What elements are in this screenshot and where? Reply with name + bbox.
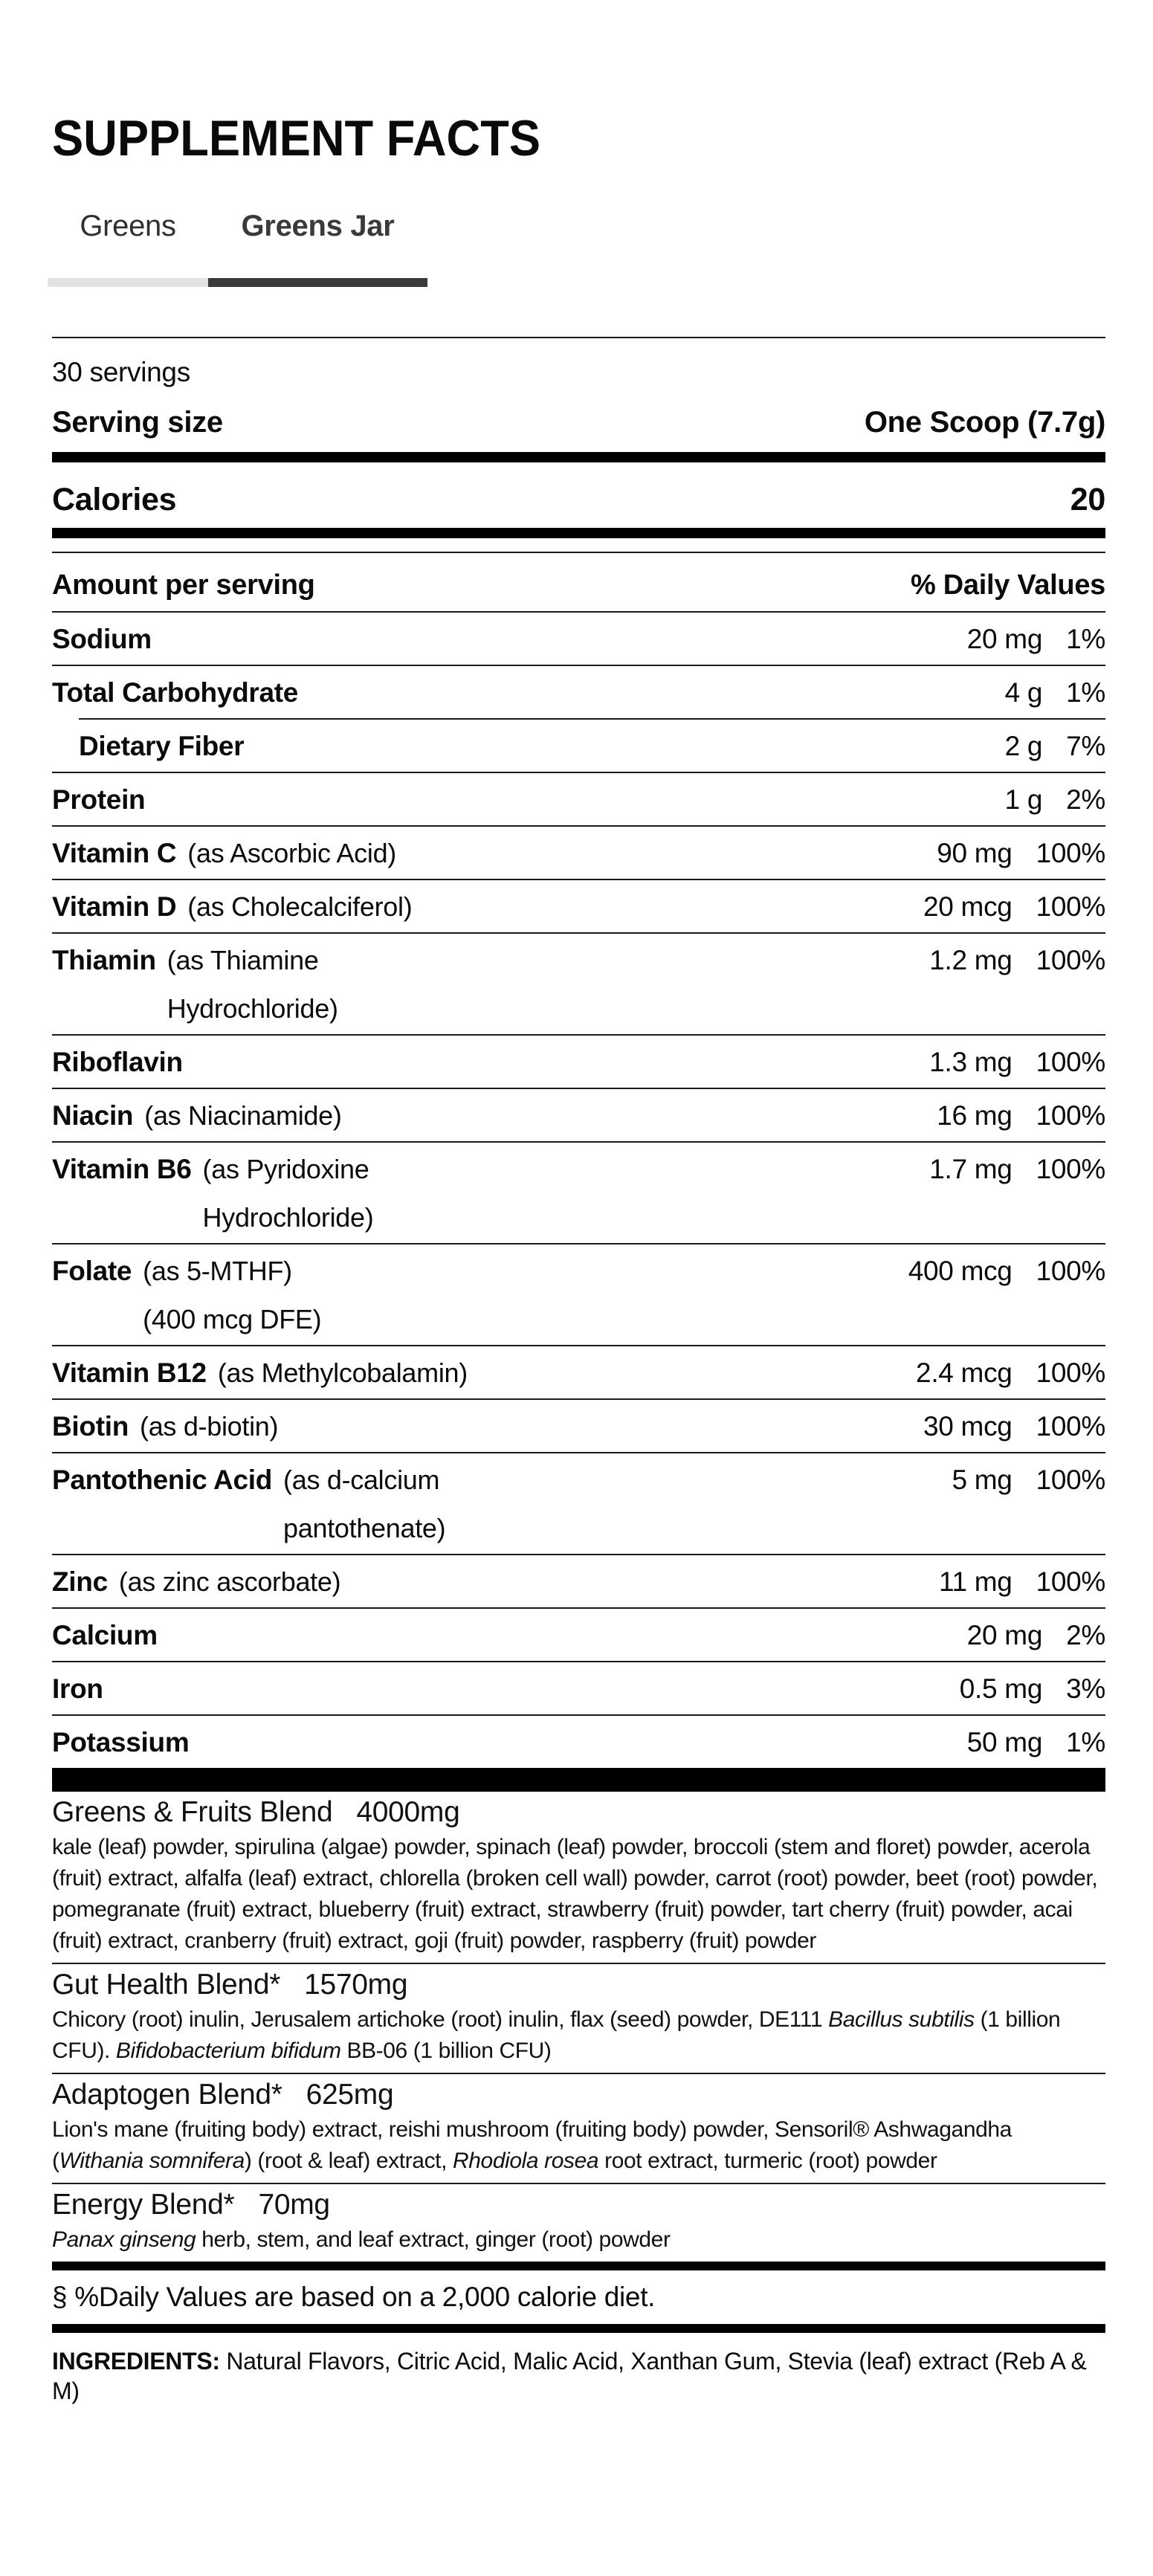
nutrient-daily-value: 100% [1036,945,1105,975]
tab-underline [48,278,427,287]
nutrient-daily-value: 2% [1066,1620,1105,1650]
nutrient-amount: 20 mg [966,1620,1043,1650]
nutrient-name: Potassium [52,1727,190,1757]
nutrient-row [52,1141,1105,1243]
nutrient-form: (as Thiamine Hydrochloride) [167,945,338,1024]
nutrient-daily-value: 100% [1036,1256,1105,1286]
nutrient-name: Vitamin B6 [52,1154,192,1184]
page-title: SUPPLEMENT FACTS [52,110,541,167]
nutrient-name: Thiamin [52,945,156,975]
daily-values-header: % Daily Values [911,569,1105,601]
nutrient-amount: 11 mg [938,1566,1012,1597]
nutrient-name: Biotin [52,1411,129,1442]
ingredients-label: INGREDIENTS: [52,2348,220,2375]
blend-amount: 70mg [258,2189,330,2221]
nutrient-amount: 1 g [1004,784,1043,815]
nutrient-daily-value: 100% [1036,1465,1105,1495]
nutrient-name: Protein [52,784,146,815]
nutrient-name: Vitamin B12 [52,1358,207,1388]
nutrient-row [52,1345,1105,1398]
nutrient-row [52,772,1105,825]
nutrient-row [52,825,1105,879]
nutrient-row [52,1088,1105,1141]
footnote-top-bar [52,2262,1105,2270]
nutrient-amount: 5 mg [952,1465,1012,1495]
blend-amount: 4000mg [356,1796,460,1828]
nutrient-daily-value: 7% [1066,731,1105,761]
section-divider-bar [52,1768,1105,1792]
nutrient-amount: 20 mcg [923,891,1012,922]
nutrient-name: Riboflavin [52,1047,183,1077]
nutrient-daily-value: 100% [1036,1100,1105,1131]
nutrient-row [52,1661,1105,1714]
daily-value-footnote: § %Daily Values are based on a 2,000 calorie diet. [52,2282,656,2312]
nutrient-amount: 1.7 mg [929,1154,1012,1184]
nutrient-amount: 2 g [1004,731,1043,761]
serving-size-label: Serving size [52,406,223,439]
blend-name: Energy Blend* [52,2189,235,2221]
nutrient-name: Niacin [52,1100,134,1131]
nutrient-name: Folate [52,1256,132,1286]
blend-ingredients: kale (leaf) powder, spirulina (algae) powder, spinach (leaf) powder, broccoli (stem and floret) powder, acerola (fruit) extract, alfalfa (leaf) extract, chlorella (broken cell wall) powder, carrot (root) powder, beet (root) powder, pomegranate (fruit) extract, blueberry (fruit) extract, strawberry (fruit) powder, tart cherry (fruit) powder, acai (fruit) extract, cranberry (fruit) extract, goji (fruit) powder, raspberry (fruit) powder [52,1835,1098,1953]
blend-amount: 1570mg [304,1969,408,2001]
blend-section [52,1963,1105,2073]
nutrient-form: (as Niacinamide) [144,1100,342,1131]
nutrient-row [52,1714,1105,1768]
nutrient-amount: 4 g [1004,677,1043,708]
calories-label: Calories [52,482,177,517]
nutrient-form: (as zinc ascorbate) [118,1566,341,1597]
supplement-facts-panel [0,112,1153,2406]
nutrient-daily-value: 1% [1066,624,1105,654]
footnote-bottom-bar [52,2324,1105,2333]
nutrient-row [52,1607,1105,1661]
calories-value: 20 [1070,482,1105,517]
nutrient-daily-value: 3% [1066,1673,1105,1704]
nutrient-amount: 30 mcg [923,1411,1012,1442]
nutrient-daily-value: 100% [1036,1566,1105,1597]
nutrient-name: Vitamin C [52,838,177,868]
nutrient-name: Dietary Fiber [79,731,245,761]
blend-section [52,1792,1105,1963]
nutrient-name: Pantothenic Acid [52,1465,273,1495]
nutrient-row [52,1554,1105,1607]
nutrient-row [52,879,1105,932]
blend-list [52,1792,1105,2262]
nutrient-rows [52,611,1105,1768]
nutrient-form: (as Ascorbic Acid) [187,838,396,868]
nutrient-row [52,718,1105,772]
column-header-row [52,553,1105,611]
nutrient-daily-value: 1% [1066,1727,1105,1757]
nutrient-row [52,611,1105,665]
ingredients-text: Natural Flavors, Citric Acid, Malic Acid, Xanthan Gum, Stevia (leaf) extract (Reb A & M) [52,2348,1087,2404]
nutrient-name: Calcium [52,1620,158,1650]
nutrient-daily-value: 100% [1036,838,1105,868]
nutrient-name: Sodium [52,624,152,654]
nutrient-row [52,1452,1105,1554]
blend-section [52,2073,1105,2183]
blend-name: Gut Health Blend* [52,1969,281,2001]
nutrient-daily-value: 2% [1066,784,1105,815]
blend-ingredients: Panax ginseng herb, stem, and leaf extract, ginger (root) powder [52,2227,671,2252]
nutrient-name: Vitamin D [52,891,177,922]
blend-ingredients: Chicory (root) inulin, Jerusalem artichoke (root) inulin, flax (seed) powder, DE111 Bacillus subtilis (1 billion CFU). Bifidobacterium bifidum BB-06 (1 billion CFU) [52,2007,1061,2063]
serving-size-value: One Scoop (7.7g) [864,406,1105,439]
nutrient-daily-value: 100% [1036,1154,1105,1184]
tab-underline-inactive-segment [48,278,208,287]
nutrient-amount: 1.3 mg [929,1047,1012,1077]
other-ingredients-line [52,2346,1105,2406]
nutrient-amount: 20 mg [966,624,1043,654]
nutrient-row [52,1398,1105,1452]
nutrient-amount: 2.4 mcg [916,1358,1012,1388]
nutrient-row [52,665,1105,718]
nutrient-name: Zinc [52,1566,108,1597]
tab-greens[interactable]: Greens [80,210,176,242]
top-rule [52,337,1105,338]
nutrient-amount: 0.5 mg [959,1673,1043,1704]
nutrient-amount: 90 mg [937,838,1012,868]
nutrient-form: (as 5-MTHF) (400 mcg DFE) [143,1256,322,1334]
nutrient-row [52,1034,1105,1088]
nutrient-form: (as Cholecalciferol) [187,891,413,922]
nutrient-amount: 50 mg [966,1727,1043,1757]
blend-name: Adaptogen Blend* [52,2079,282,2111]
blend-name: Greens & Fruits Blend [52,1796,333,1828]
nutrient-name: Iron [52,1673,103,1704]
blend-ingredients: Lion's mane (fruiting body) extract, reishi mushroom (fruiting body) powder, Sensoril® Ashwagandha (Withania somnifera) (root & leaf) extract, Rhodiola rosea root extract, turmeric (root) powder [52,2117,1012,2173]
nutrient-name: Total Carbohydrate [52,677,299,708]
nutrient-row [52,1243,1105,1345]
nutrient-amount: 1.2 mg [929,945,1012,975]
calories-row [52,481,1105,518]
nutrient-form: (as d-calcium pantothenate) [283,1465,446,1543]
nutrient-daily-value: 1% [1066,677,1105,708]
nutrient-daily-value: 100% [1036,1411,1105,1442]
serving-size-row [52,405,1105,439]
servings-count: 30 servings [52,357,190,387]
nutrient-row [52,932,1105,1034]
nutrient-form: (as Methylcobalamin) [217,1358,468,1388]
divider-bar [52,528,1105,538]
amount-per-serving-header: Amount per serving [52,569,315,601]
nutrient-form: (as Pyridoxine Hydrochloride) [202,1154,374,1233]
nutrient-daily-value: 100% [1036,1358,1105,1388]
nutrient-form: (as d-biotin) [140,1411,279,1442]
nutrient-amount: 400 mcg [908,1256,1012,1286]
blend-section [52,2183,1105,2262]
nutrient-amount: 16 mg [937,1100,1012,1131]
nutrient-daily-value: 100% [1036,1047,1105,1077]
nutrient-daily-value: 100% [1036,891,1105,922]
blend-amount: 625mg [306,2079,394,2111]
divider-bar [52,452,1105,462]
tab-underline-active-segment [208,278,427,287]
flavor-tabs [48,208,1105,244]
tab-greens-jar[interactable]: Greens Jar [241,210,395,242]
